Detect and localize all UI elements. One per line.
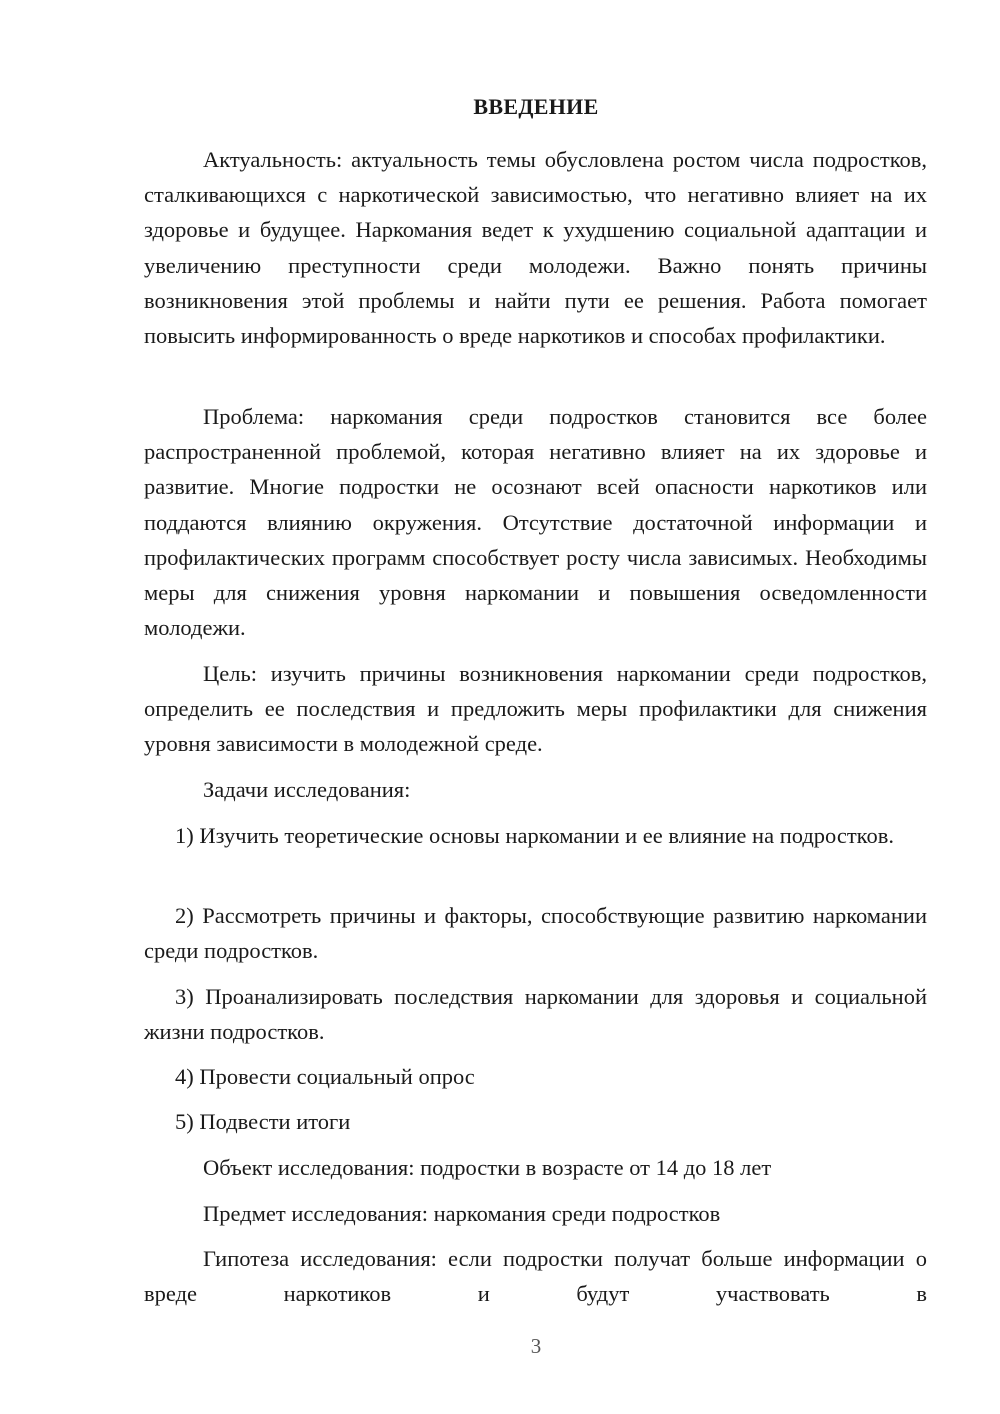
task-item-2: 2) Рассмотреть причины и факторы, способствующие развитию наркомании среди подростков.	[144, 903, 927, 964]
task-item-1: 1) Изучить теоретические основы наркомании и ее влияние на подростков.	[175, 823, 894, 848]
task-item-3: 3) Проанализировать последствия наркомании для здоровья и социальной жизни подростков.	[144, 984, 927, 1045]
tasks-title: Задачи исследования:	[203, 777, 411, 802]
problem-paragraph: Проблема: наркомания среди подростков становится все более распространенной проблемой, которая негативно влияет на их здоровье и развитие. Многие подростки не осознают всей опасности наркотиков или поддаются влиянию окружения. Отсутствие достаточной информации и профилактических программ способствует росту числа зависимых. Необходимы меры для снижения уровня наркомании и повышения осведомленности молодежи.	[144, 404, 927, 641]
page-title: ВВЕДЕНИЕ	[473, 94, 599, 119]
research-object: Объект исследования: подростки в возрасте от 14 до 18 лет	[203, 1155, 772, 1180]
task-item-4: 4) Провести социальный опрос	[175, 1064, 475, 1089]
task-item-5: 5) Подвести итоги	[175, 1109, 351, 1134]
research-subject: Предмет исследования: наркомания среди подростков	[203, 1201, 721, 1226]
page-number: 3	[530, 1334, 542, 1358]
goal-paragraph: Цель: изучить причины возникновения наркомании среди подростков, определить ее последствия и предложить меры профилактики для снижения уровня зависимости в молодежной среде.	[144, 661, 927, 757]
relevance-paragraph: Актуальность: актуальность темы обусловлена ростом числа подростков, сталкивающихся с наркотической зависимостью, что негативно влияет на их здоровье и будущее. Наркомания ведет к ухудшению социальной адаптации и увеличению преступности среди молодежи. Важно понять причины возникновения этой проблемы и найти пути ее решения. Работа помогает повысить информированность о вреде наркотиков и способах профилактики.	[144, 147, 927, 349]
hypothesis-paragraph: Гипотеза исследования: если подростки получат больше информации о вреде наркотиков и будут участвовать в	[144, 1246, 927, 1307]
